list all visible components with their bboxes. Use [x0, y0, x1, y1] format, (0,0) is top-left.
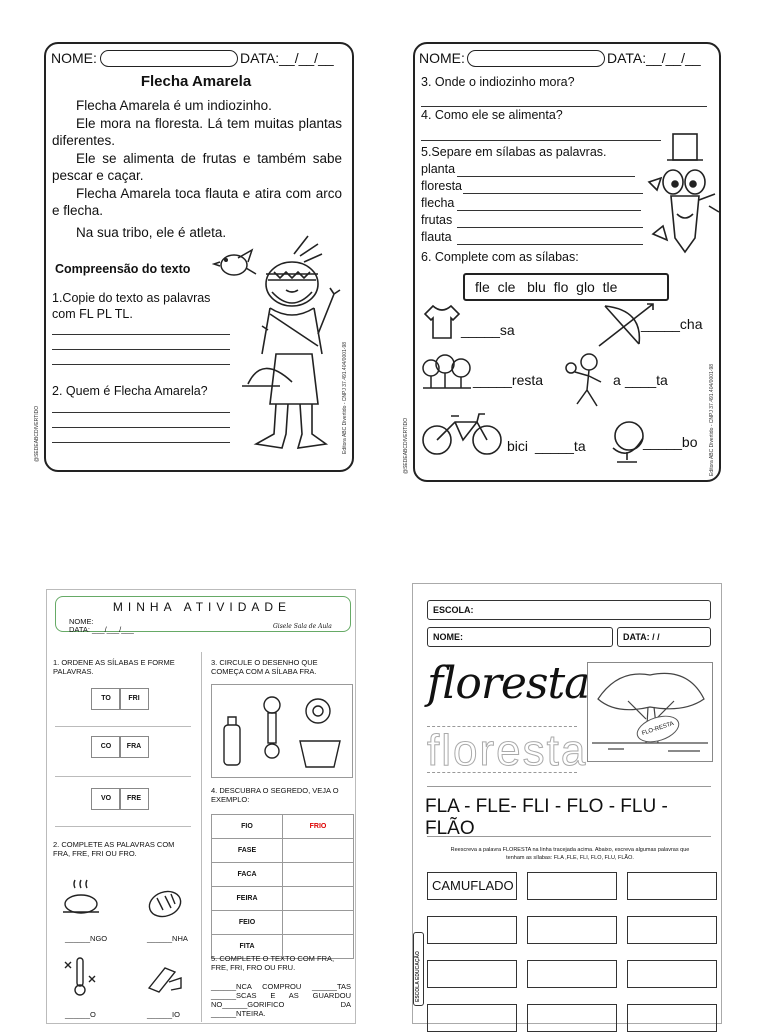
- data-field[interactable]: DATA: / /: [617, 627, 711, 647]
- syllable-box: FRE: [119, 788, 149, 810]
- tree-picture-box: [587, 662, 713, 762]
- story-text: [52, 97, 342, 241]
- tshirt-icon: [421, 302, 461, 342]
- syllable-family: FLA - FLE- FLI - FLO - FLU - FLÃO: [425, 796, 668, 839]
- blank-io[interactable]: ______IO: [147, 1010, 180, 1019]
- thermometer-icon: [61, 954, 101, 998]
- instagram-handle: @SEDEABCDIVERTIDO: [34, 405, 40, 462]
- answer-line[interactable]: [463, 193, 643, 194]
- answer-line[interactable]: [457, 244, 643, 245]
- word-box[interactable]: [427, 1004, 517, 1032]
- syllable-box: FRI: [119, 688, 149, 710]
- answer-cell[interactable]: [283, 911, 354, 935]
- answer-line[interactable]: [55, 776, 191, 777]
- nome-label: NOME:: [69, 617, 94, 626]
- nome-field[interactable]: [467, 50, 605, 67]
- answer-line[interactable]: [55, 826, 191, 827]
- bread-icon: [145, 884, 185, 924]
- publisher-info: Editora ABC Divertido - CNPJ 37.491.404/0001-98: [709, 363, 715, 476]
- story-title: Flecha Amarela: [140, 73, 252, 90]
- table-cell: FASE: [212, 839, 283, 863]
- cursive-word: floresta: [427, 658, 590, 709]
- fill-text[interactable]: ______NCA COMPROU ______TAS ______SCAS E AS GUARDOU NO______GORIFICO DA ______NTEIRA.: [211, 982, 351, 1018]
- answer-line[interactable]: [457, 176, 635, 177]
- answer-line[interactable]: [52, 349, 230, 350]
- table-cell: FRIO: [283, 815, 354, 839]
- word-box[interactable]: [527, 872, 617, 900]
- question-5: 5. COMPLETE O TEXTO COM FRA, FRE, FRI, FRO OU FRU.: [211, 954, 335, 972]
- brand-signature: Gisele Sala de Aula: [273, 623, 332, 630]
- side-label: ESCOLA EDUCAÇÃO: [415, 951, 421, 1002]
- instagram-handle: @SEDEABCDIVERTIDO: [403, 417, 409, 474]
- word-box[interactable]: [627, 1004, 717, 1032]
- word-box[interactable]: [627, 872, 717, 900]
- blank-nha[interactable]: ______NHA: [147, 934, 188, 943]
- paragraph: Ele mora na floresta. Lá tem muitas plantas diferentes.: [52, 115, 342, 148]
- cold-hands-icon: [145, 958, 185, 998]
- publisher-info: Editora ABC Divertido - CNPJ 37.491.404/0001-98: [342, 341, 348, 454]
- nome-label: NOME:: [419, 50, 465, 66]
- answer-line[interactable]: [421, 106, 707, 107]
- data-label: DATA: ___/___/___: [69, 625, 134, 634]
- complete-bo[interactable]: _____bo: [643, 434, 698, 450]
- pencil-character-illustration: [647, 130, 723, 256]
- picture-box: [211, 684, 353, 778]
- data-label: DATA:__/__/__: [607, 50, 701, 66]
- complete-a: a: [613, 372, 621, 388]
- answer-cell[interactable]: [283, 839, 354, 863]
- answer-line[interactable]: [55, 726, 191, 727]
- worksheet-minha-atividade: [46, 589, 356, 1024]
- nome-field[interactable]: NOME:: [427, 627, 613, 647]
- answer-line[interactable]: [52, 412, 230, 413]
- paragraph: Flecha Amarela é um indiozinho.: [76, 98, 272, 113]
- answer-line[interactable]: [52, 334, 230, 335]
- word-box[interactable]: [527, 916, 617, 944]
- word-box-1[interactable]: CAMUFLADO: [427, 872, 517, 900]
- column-divider: [201, 652, 202, 1022]
- answer-line[interactable]: [421, 140, 661, 141]
- word-tag: FLO-RESTA: [633, 711, 682, 747]
- worksheet-flecha-amarela: [44, 42, 354, 472]
- answer-line[interactable]: [52, 427, 230, 428]
- table-cell: FACA: [212, 863, 283, 887]
- word-box[interactable]: [527, 1004, 617, 1032]
- divider: [427, 786, 711, 787]
- worksheet-floresta: [412, 583, 722, 1024]
- table-cell: FEIO: [212, 911, 283, 935]
- word-box[interactable]: [427, 960, 517, 988]
- roast-chicken-icon: [61, 878, 105, 918]
- answer-cell[interactable]: [283, 887, 354, 911]
- syllable-box: VO: [91, 788, 121, 810]
- baby-items-icon: [216, 689, 348, 773]
- tree-icon: [588, 663, 712, 761]
- word-box[interactable]: [627, 960, 717, 988]
- word-flauta: flauta: [421, 230, 452, 244]
- forest-trees-icon: [421, 352, 473, 392]
- table-cell: FIO: [212, 815, 283, 839]
- paragraph: Ele se alimenta de frutas e também sabe pescar e caçar.: [52, 150, 342, 183]
- blank-ngo[interactable]: ______NGO: [65, 934, 108, 943]
- question-1: 1.Copie do texto as palavras com FL PL TL.: [52, 291, 211, 321]
- word-frutas: frutas: [421, 213, 453, 227]
- tracing-guide: [427, 726, 577, 727]
- syllable-box: CO: [91, 736, 121, 758]
- section-heading: Compreensão do texto: [55, 262, 191, 276]
- question-4: 4. Como ele se alimenta?: [421, 108, 563, 122]
- tracing-guide: [427, 772, 577, 773]
- word-floresta: floresta: [421, 179, 462, 193]
- secret-table: [211, 814, 354, 959]
- question-5: 5.Separe em sílabas as palavras.: [421, 145, 607, 159]
- athlete-icon: [565, 352, 609, 414]
- answer-cell[interactable]: [283, 863, 354, 887]
- complete-sa[interactable]: _____sa: [461, 322, 515, 338]
- syllable-box: TO: [91, 688, 121, 710]
- answer-line[interactable]: [52, 442, 230, 443]
- complete-cha[interactable]: _____cha: [641, 316, 703, 332]
- blank-o[interactable]: ______O: [65, 1010, 96, 1019]
- question-6: 6. Complete com as sílabas:: [421, 250, 579, 264]
- answer-line[interactable]: [457, 210, 641, 211]
- question-3: 3. Onde o indiozinho mora?: [421, 75, 575, 89]
- table-cell: FEIRA: [212, 887, 283, 911]
- divider: [427, 836, 711, 837]
- complete-ta-1[interactable]: ____ta: [625, 372, 668, 388]
- complete-ta-2[interactable]: _____ta: [535, 438, 586, 454]
- table-cell: FITA: [212, 935, 283, 959]
- traced-word: floresta: [427, 726, 588, 775]
- word-box[interactable]: [527, 960, 617, 988]
- syllable-box: FRA: [119, 736, 149, 758]
- globe-icon: [607, 418, 647, 466]
- answer-line[interactable]: [457, 227, 643, 228]
- paragraph: Flecha Amarela toca flauta e atira com arco e flecha.: [52, 185, 342, 218]
- syllable-bank: fle cle blu flo glo tle: [463, 273, 669, 301]
- complete-bici: bici: [507, 438, 529, 454]
- question-1: 1. ORDENE AS SÍLABAS E FORME PALAVRAS.: [53, 658, 175, 676]
- paragraph: Na sua tribo, ele é atleta.: [76, 224, 227, 240]
- indigenous-boy-illustration: [222, 234, 350, 462]
- word-box[interactable]: [427, 916, 517, 944]
- answer-line[interactable]: [52, 364, 230, 365]
- sheet-title: MINHA ATIVIDADE: [112, 600, 292, 614]
- nome-field[interactable]: [100, 50, 238, 67]
- word-box[interactable]: [627, 916, 717, 944]
- instruction: Reescreva a palavra FLORESTA na linha tracejada acima. Abaixo, escreva algumas palavras que tenham as sílabas: FLA ,FLE, FLI, FLO, FLU, FLÃO.: [450, 847, 690, 861]
- word-planta: planta: [421, 162, 456, 176]
- question-2: 2. COMPLETE AS PALAVRAS COM FRA, FRE, FRI OU FRO.: [53, 840, 175, 858]
- nome-label: NOME:: [51, 50, 97, 66]
- question-2: 2. Quem é Flecha Amarela?: [52, 384, 208, 398]
- question-4: 4. DESCUBRA O SEGREDO, VEJA O EXEMPLO:: [211, 786, 339, 804]
- worksheet-silabas: [413, 42, 721, 482]
- word-flecha: flecha: [421, 196, 455, 210]
- complete-resta[interactable]: _____resta: [473, 372, 544, 388]
- data-label: DATA:__/__/__: [240, 50, 334, 66]
- question-3: 3. CIRCULE O DESENHO QUE COMEÇA COM A SÍLABA FRA.: [211, 658, 318, 676]
- escola-field[interactable]: ESCOLA:: [427, 600, 711, 620]
- bicycle-icon: [421, 406, 505, 458]
